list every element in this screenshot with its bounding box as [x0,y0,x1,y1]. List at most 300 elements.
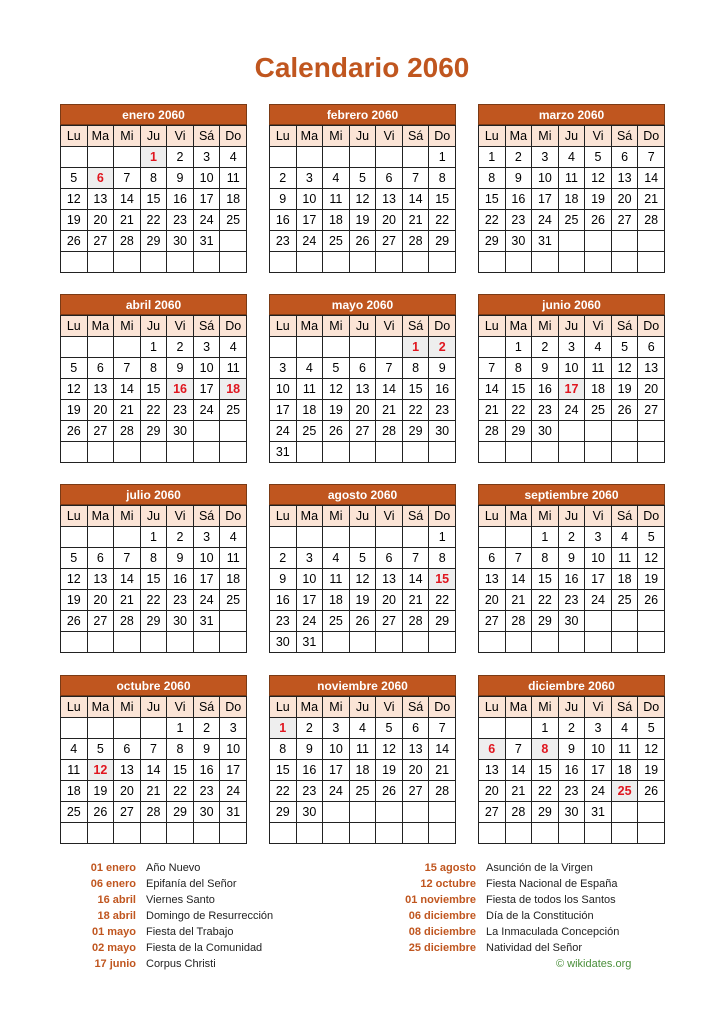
holiday-name: Corpus Christi [146,958,216,970]
day-cell [402,527,429,548]
month-title: junio 2060 [478,294,665,315]
day-cell: 3 [220,718,247,739]
day-cell [638,802,665,823]
weekday-label: Lu [61,506,88,527]
week-row [61,590,247,611]
day-cell: 5 [349,168,376,189]
day-cell: 5 [349,548,376,569]
day-cell [349,337,376,358]
weekday-label: Lu [61,316,88,337]
day-cell: 8 [140,358,167,379]
day-cell: 29 [532,802,559,823]
day-cell: 4 [220,147,247,168]
weekday-label: Lu [61,126,88,147]
day-cell: 28 [505,611,532,632]
day-cell: 19 [611,379,638,400]
day-cell: 8 [532,739,559,760]
day-cell: 26 [611,400,638,421]
holiday-date: 15 agosto [424,862,476,874]
day-cell: 16 [270,590,297,611]
day-cell [479,632,506,653]
day-cell: 4 [296,358,323,379]
day-cell: 14 [638,168,665,189]
weekday-label: Ma [505,316,532,337]
day-cell: 18 [220,569,247,590]
month-calendar [60,294,247,463]
weekday-label: Vi [585,316,612,337]
day-cell [638,611,665,632]
day-cell: 17 [270,400,297,421]
day-cell: 17 [193,189,220,210]
day-cell: 1 [532,527,559,548]
day-cell: 24 [270,421,297,442]
week-row [270,189,456,210]
day-cell: 20 [638,379,665,400]
day-cell: 1 [479,147,506,168]
weekday-label: Vi [167,506,194,527]
day-cell: 9 [505,168,532,189]
day-cell: 21 [402,210,429,231]
day-cell [61,252,88,273]
day-cell [402,823,429,844]
day-cell: 20 [87,210,114,231]
page-title: Calendario 2060 [254,52,470,83]
weekday-label: Do [220,126,247,147]
day-cell: 16 [429,379,456,400]
day-cell: 24 [585,781,612,802]
day-cell: 9 [167,548,194,569]
weekday-label: Ju [558,126,585,147]
day-cell: 10 [558,358,585,379]
day-cell: 15 [270,760,297,781]
week-row [479,611,665,632]
day-cell: 11 [220,168,247,189]
holiday-item [398,908,619,924]
weekday-label: Ju [349,316,376,337]
day-cell: 29 [429,231,456,252]
day-cell: 8 [479,168,506,189]
month-table [60,315,247,463]
day-cell [140,632,167,653]
day-cell [638,231,665,252]
week-row [61,231,247,252]
weekday-label: Mi [114,316,141,337]
day-cell: 3 [296,168,323,189]
day-cell [167,823,194,844]
day-cell: 5 [638,718,665,739]
day-cell [323,823,350,844]
day-cell: 2 [429,337,456,358]
day-cell [167,632,194,653]
day-cell: 29 [140,611,167,632]
day-cell: 15 [140,569,167,590]
day-cell: 19 [638,760,665,781]
day-cell [638,421,665,442]
day-cell: 3 [585,718,612,739]
day-cell: 3 [296,548,323,569]
day-cell: 3 [193,147,220,168]
month-calendar [60,675,247,844]
day-cell: 22 [505,400,532,421]
day-cell: 9 [558,739,585,760]
day-cell [61,337,88,358]
day-cell: 26 [349,611,376,632]
weekday-label: Lu [479,697,506,718]
day-cell [585,611,612,632]
day-cell: 21 [505,590,532,611]
day-cell: 11 [61,760,88,781]
day-cell: 2 [167,147,194,168]
weekday-label: Sá [402,126,429,147]
holiday-date: 01 mayo [91,926,136,938]
day-cell: 28 [429,781,456,802]
holiday-name: Fiesta del Trabajo [146,926,234,938]
week-row [270,802,456,823]
day-cell: 9 [270,189,297,210]
day-cell [220,442,247,463]
day-cell: 23 [296,781,323,802]
day-cell: 12 [61,569,88,590]
day-cell: 15 [532,569,559,590]
day-cell [87,823,114,844]
week-row [270,823,456,844]
month-table [478,315,665,463]
day-cell [479,442,506,463]
day-cell: 17 [193,379,220,400]
weekday-label: Do [638,126,665,147]
day-cell: 30 [558,802,585,823]
weekday-label: Do [638,506,665,527]
day-cell: 10 [193,168,220,189]
week-row [479,358,665,379]
month-title: febrero 2060 [269,104,456,125]
weekday-label: Ma [505,506,532,527]
day-cell: 18 [220,189,247,210]
weekday-label: Lu [270,316,297,337]
week-row [270,527,456,548]
day-cell: 14 [140,760,167,781]
month-title: septiembre 2060 [478,484,665,505]
day-cell: 5 [61,358,88,379]
day-cell: 9 [167,358,194,379]
day-cell: 20 [402,760,429,781]
day-cell [87,527,114,548]
day-cell: 11 [323,189,350,210]
holiday-date: 01 enero [90,862,136,874]
weekday-label: Lu [479,506,506,527]
day-cell [558,421,585,442]
day-cell: 8 [167,739,194,760]
day-cell: 22 [270,781,297,802]
month-title: mayo 2060 [269,294,456,315]
day-cell [505,442,532,463]
day-cell: 7 [402,168,429,189]
day-cell: 16 [193,760,220,781]
day-cell: 7 [479,358,506,379]
day-cell [376,337,403,358]
day-cell: 22 [429,590,456,611]
day-cell [87,442,114,463]
day-cell: 24 [193,400,220,421]
weekday-label: Ma [87,697,114,718]
month-table [60,125,247,273]
day-cell [270,147,297,168]
day-cell [167,252,194,273]
day-cell: 21 [402,590,429,611]
day-cell: 17 [220,760,247,781]
month-calendar [60,104,247,273]
week-row [61,781,247,802]
day-cell: 1 [429,527,456,548]
day-cell: 22 [167,781,194,802]
day-cell: 10 [220,739,247,760]
day-cell: 24 [296,611,323,632]
day-cell: 13 [349,379,376,400]
holiday-name: Día de la Constitución [486,910,594,922]
day-cell: 26 [585,210,612,231]
week-row [61,147,247,168]
week-row [270,632,456,653]
week-row [61,210,247,231]
day-cell: 6 [87,358,114,379]
day-cell [402,632,429,653]
day-cell: 25 [611,590,638,611]
day-cell: 13 [402,739,429,760]
day-cell: 7 [638,147,665,168]
weekday-label: Lu [270,506,297,527]
holiday-name: Fiesta de todos los Santos [486,894,616,906]
day-cell: 19 [61,590,88,611]
weekday-label: Mi [532,697,559,718]
day-cell: 8 [429,548,456,569]
day-cell: 6 [87,548,114,569]
week-row [270,337,456,358]
week-row [61,739,247,760]
weekday-label: Lu [479,126,506,147]
day-cell: 18 [611,569,638,590]
day-cell [296,442,323,463]
day-cell: 12 [638,739,665,760]
day-cell: 25 [220,210,247,231]
day-cell: 27 [376,611,403,632]
day-cell: 21 [505,781,532,802]
weekday-label: Ma [296,316,323,337]
day-cell: 2 [270,548,297,569]
day-cell: 27 [611,210,638,231]
month-calendar [269,484,456,653]
day-cell [193,421,220,442]
week-row [479,168,665,189]
day-cell: 10 [585,739,612,760]
day-cell: 28 [505,802,532,823]
day-cell [140,252,167,273]
day-cell: 11 [611,739,638,760]
day-cell: 25 [349,781,376,802]
day-cell [638,632,665,653]
day-cell: 18 [220,379,247,400]
day-cell [61,823,88,844]
day-cell [479,337,506,358]
day-cell: 6 [114,739,141,760]
day-cell [193,632,220,653]
day-cell [349,823,376,844]
day-cell: 11 [585,358,612,379]
day-cell: 15 [140,189,167,210]
day-cell: 31 [193,231,220,252]
week-row [61,421,247,442]
day-cell: 9 [558,548,585,569]
day-cell: 27 [87,611,114,632]
day-cell: 28 [402,611,429,632]
day-cell: 13 [87,379,114,400]
month-table [60,505,247,653]
day-cell: 6 [376,548,403,569]
month-table [269,505,456,653]
day-cell [402,802,429,823]
day-cell: 23 [270,611,297,632]
holiday-date: 17 junio [94,958,136,970]
day-cell: 29 [270,802,297,823]
holiday-item [398,876,619,892]
weekday-label: Mi [323,126,350,147]
day-cell: 7 [429,718,456,739]
month-table [269,315,456,463]
day-cell: 6 [611,147,638,168]
weekday-label: Ju [558,506,585,527]
day-cell: 13 [87,189,114,210]
day-cell [611,632,638,653]
weekday-label: Do [638,316,665,337]
week-row [270,147,456,168]
day-cell [323,527,350,548]
weekday-label: Lu [270,126,297,147]
holiday-item [60,908,273,924]
day-cell: 1 [270,718,297,739]
weekday-label: Vi [167,126,194,147]
day-cell [611,421,638,442]
day-cell: 31 [532,231,559,252]
day-cell: 24 [558,400,585,421]
weekday-label: Do [220,506,247,527]
week-row [270,739,456,760]
holiday-date: 08 diciembre [408,926,476,938]
day-cell: 24 [220,781,247,802]
holiday-name: Fiesta de la Comunidad [146,942,263,954]
day-cell: 31 [270,442,297,463]
weekday-label: Sá [611,506,638,527]
day-cell: 1 [140,337,167,358]
day-cell: 16 [167,189,194,210]
day-cell: 2 [532,337,559,358]
day-cell [114,632,141,653]
weekday-label: Mi [323,316,350,337]
day-cell: 7 [114,168,141,189]
day-cell: 2 [167,527,194,548]
holiday-list-left [60,860,273,972]
week-row [479,231,665,252]
day-cell: 21 [140,781,167,802]
day-cell: 23 [167,590,194,611]
day-cell: 17 [193,569,220,590]
holiday-date: 25 diciembre [408,942,476,954]
holiday-date: 12 octubre [420,878,476,890]
day-cell: 3 [558,337,585,358]
day-cell: 25 [323,231,350,252]
holiday-name: Natividad del Señor [486,942,583,954]
day-cell [220,231,247,252]
week-row [479,590,665,611]
day-cell: 18 [611,760,638,781]
week-row [270,569,456,590]
week-row [61,189,247,210]
day-cell [87,252,114,273]
day-cell [61,632,88,653]
month-calendar [478,104,665,273]
day-cell [220,252,247,273]
day-cell: 22 [402,400,429,421]
day-cell [376,252,403,273]
day-cell: 29 [402,421,429,442]
day-cell [429,632,456,653]
day-cell: 17 [585,569,612,590]
weekday-label: Do [429,506,456,527]
week-row [270,442,456,463]
day-cell: 7 [114,358,141,379]
day-cell: 25 [611,781,638,802]
day-cell [479,252,506,273]
day-cell: 5 [87,739,114,760]
weekday-label: Vi [585,126,612,147]
weekday-label: Mi [114,506,141,527]
day-cell [349,147,376,168]
day-cell: 14 [505,569,532,590]
day-cell: 11 [349,739,376,760]
day-cell [558,231,585,252]
day-cell: 20 [114,781,141,802]
day-cell: 17 [532,189,559,210]
day-cell: 19 [323,400,350,421]
day-cell: 18 [323,210,350,231]
day-cell: 17 [323,760,350,781]
month-title: octubre 2060 [60,675,247,696]
day-cell: 11 [611,548,638,569]
day-cell [585,442,612,463]
day-cell: 24 [532,210,559,231]
week-row [61,442,247,463]
day-cell: 12 [376,739,403,760]
day-cell: 26 [376,781,403,802]
day-cell [61,718,88,739]
day-cell: 23 [167,400,194,421]
day-cell [376,802,403,823]
weekday-label: Vi [376,506,403,527]
day-cell [193,442,220,463]
day-cell: 26 [61,611,88,632]
day-cell: 18 [558,189,585,210]
day-cell [220,611,247,632]
holiday-name: Año Nuevo [146,862,201,874]
weekday-label: Sá [611,697,638,718]
day-cell: 29 [532,611,559,632]
day-cell: 19 [349,210,376,231]
weekday-label: Ju [558,697,585,718]
day-cell: 21 [114,590,141,611]
week-row [270,252,456,273]
day-cell: 5 [638,527,665,548]
day-cell: 28 [638,210,665,231]
day-cell: 26 [638,590,665,611]
day-cell: 9 [296,739,323,760]
